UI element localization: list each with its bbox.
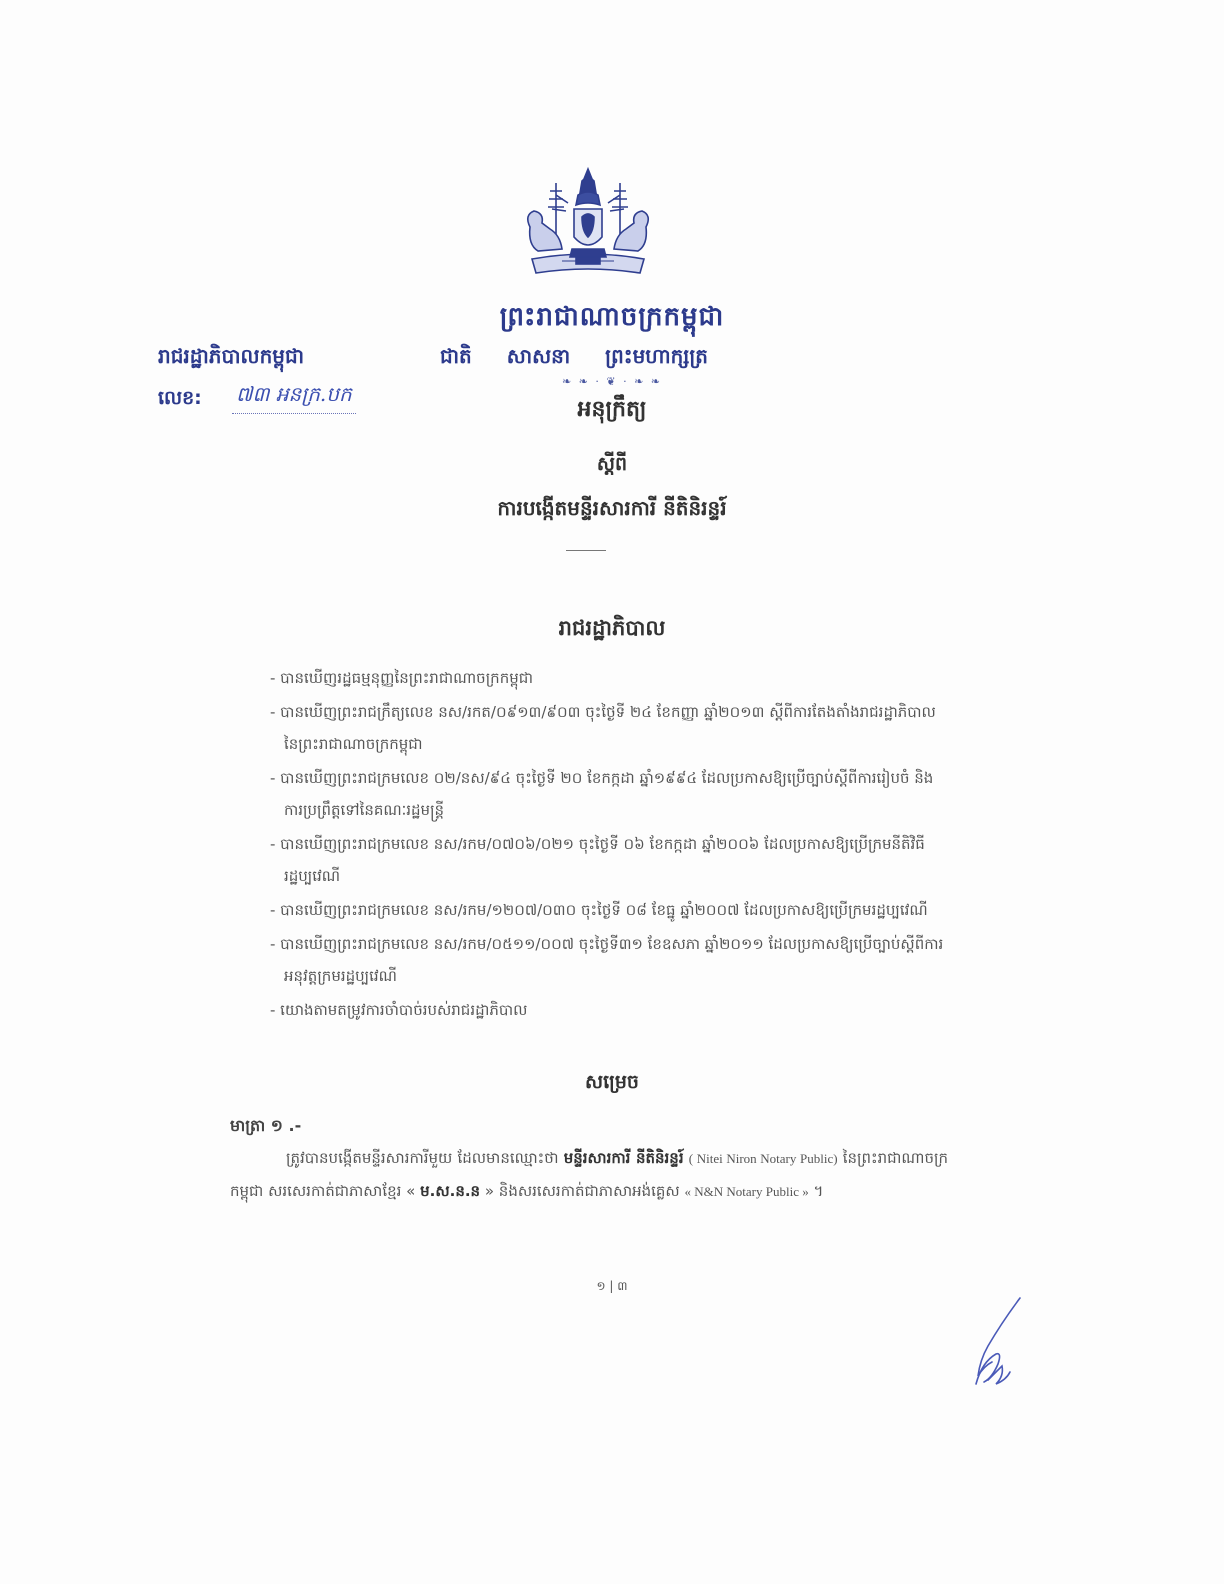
signature-icon — [962, 1292, 1032, 1392]
document-number-label: លេខ: — [158, 387, 202, 409]
page-number: ១ | ៣ — [596, 1279, 628, 1293]
article-1-text — [230, 1142, 948, 1208]
section-heading-decision: សម្រេច — [585, 1071, 639, 1093]
article-text-part: នៃព្រះរាជាណាចក្រកម្ពុជា សរសេរកាត់ជាភាសាខ្មែរ « — [230, 1149, 948, 1200]
document-subject: ការបង្កើតមន្ទីរសារការី នីតិនិរន្ទរ៍ — [497, 496, 727, 520]
section-heading-government: រាជរដ្ឋាភិបាល — [558, 616, 666, 640]
article-label: មាត្រា ១ .- — [230, 1116, 302, 1135]
abbreviation-khmer: ម.ស.ន.ន — [420, 1182, 481, 1200]
document-type: អនុក្រឹត្យ — [577, 397, 647, 422]
notary-name-english: ( Nitei Niron Notary Public) — [688, 1151, 838, 1166]
list-item: - បានឃើញព្រះរាជក្រមលេខ នស/រកម/០៧០៦/០២១ ចុះថ្ងៃទី ០៦ ខែកក្កដា ឆ្នាំ២០០៦ ដែលប្រកាសឱ្យប្រើក្រមនីតិវិធីរដ្ឋប្បវេណី — [270, 835, 925, 885]
list-item: - យោងតាមតម្រូវការចាំបាច់របស់រាជរដ្ឋាភិបាល — [270, 1001, 528, 1019]
article-text-part: » និងសរសេរកាត់ជាភាសាអង់គ្លេស — [484, 1182, 680, 1200]
document-number-value: ៧៣ អនក្រ.បក — [232, 381, 356, 414]
list-item: - បានឃើញព្រះរាជក្រមលេខ នស/រកម/០៥១១/០០៧ ចុះថ្ងៃទី៣១ ខែឧសភា ឆ្នាំ២០១១ ដែលប្រកាសឱ្យប្រើច្បាប់ស្តីពីការអនុវត្តក្រមរដ្ឋប្បវេណី — [270, 935, 944, 985]
ornament-divider: ❧ ❧ · ❦ · ❧ ❧ — [561, 375, 663, 388]
about-label: ស្តីពី — [596, 453, 628, 475]
royal-coat-of-arms-icon — [516, 165, 660, 285]
list-item: - បានឃើញព្រះរាជក្រមលេខ នស/រកម/១២០៧/០៣០ ចុះថ្ងៃទី ០៨ ខែធ្នូ ឆ្នាំ២០០៧ ដែលប្រកាសឱ្យប្រើក្រមរដ្ឋប្បវេណី — [270, 901, 928, 919]
notary-name-khmer: មន្ទីរសារការី នីតិនិរន្ទរ៍ — [563, 1149, 684, 1167]
issuing-authority: រាជរដ្ឋាភិបាលកម្ពុជា — [158, 344, 304, 368]
title-divider — [566, 550, 606, 551]
list-item: - បានឃើញរដ្ឋធម្មនុញ្ញនៃព្រះរាជាណាចក្រកម្ពុជា — [270, 669, 534, 687]
considerations-list — [270, 662, 950, 1028]
list-item: - បានឃើញព្រះរាជក្រឹត្យលេខ នស/រកត/០៩១៣/៩០៣ ចុះថ្ងៃទី ២៤ ខែកញ្ញា ឆ្នាំ២០១៣ ស្តីពីការតែងតាំងរាជរដ្ឋាភិបាលនៃព្រះរាជាណាចក្រកម្ពុជា — [270, 703, 936, 753]
abbreviation-english: « N&N Notary Public » — [684, 1184, 809, 1199]
national-motto: ជាតិ សាសនា ព្រះមហាក្សត្រ — [440, 344, 708, 368]
article-end-mark: ។ — [813, 1182, 824, 1200]
kingdom-name: ព្រះរាជាណាចក្រកម្ពុជា — [499, 302, 725, 332]
article-text-part: ត្រូវបានបង្កើតមន្ទីរសារការីមួយ ដែលមានឈ្មោះថា — [286, 1149, 559, 1167]
list-item: - បានឃើញព្រះរាជក្រមលេខ ០២/នស/៩៤ ចុះថ្ងៃទី ២០ ខែកក្កដា ឆ្នាំ១៩៩៤ ដែលប្រកាសឱ្យប្រើច្បាប់ស្តីពីការរៀបចំ និងការប្រព្រឹត្តទៅនៃគណៈរដ្ឋមន្ត្រី — [270, 769, 934, 819]
